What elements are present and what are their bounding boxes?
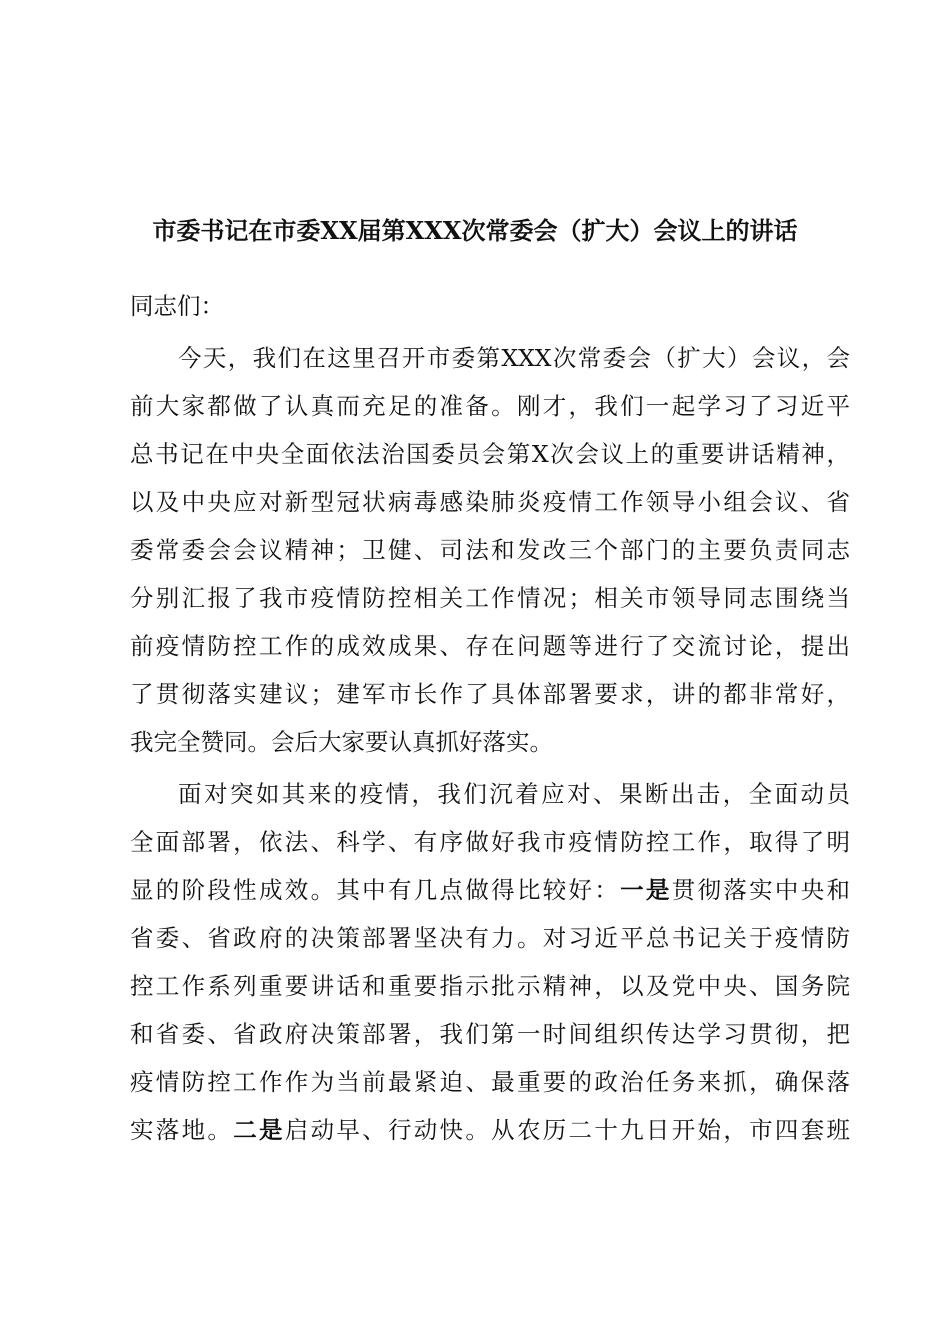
paragraph-line: 今天，我们在这里召开市委第XXX次常委会（扩大）会议，会 bbox=[178, 344, 850, 372]
paragraph-line: 总书记在中央全面依法治国委员会第X次会议上的重要讲话精神， bbox=[130, 440, 850, 468]
line-text: 贯彻落实中央和 bbox=[671, 876, 851, 904]
line-text: 实落地。 bbox=[130, 1116, 234, 1144]
paragraph-line: 我完全赞同。会后大家要认真抓好落实。 bbox=[130, 728, 553, 756]
paragraph-line: 前大家都做了认真而充足的准备。刚才，我们一起学习了习近平 bbox=[130, 392, 850, 420]
document-title: 市委书记在市委XX届第XXX次常委会（扩大）会议上的讲话 bbox=[152, 216, 798, 245]
paragraph-1 bbox=[130, 334, 850, 766]
salutation-paragraph bbox=[130, 282, 850, 330]
paragraph-line: 疫情防控工作作为当前最紧迫、最重要的政治任务来抓，确保落 bbox=[130, 1068, 850, 1096]
paragraph-line: 面对突如其来的疫情，我们沉着应对、果断出击，全面动员 bbox=[178, 780, 850, 808]
document-body bbox=[130, 282, 850, 1158]
paragraph-line: 以及中央应对新型冠状病毒感染肺炎疫情工作领导小组会议、省 bbox=[130, 488, 850, 516]
paragraph-line: 委常委会会议精神；卫健、司法和发改三个部门的主要负责同志 bbox=[130, 536, 850, 564]
paragraph-line: 分别汇报了我市疫情防控相关工作情况；相关市领导同志围绕当 bbox=[130, 584, 850, 612]
paragraph-line: 了贯彻落实建议；建军市长作了具体部署要求，讲的都非常好， bbox=[130, 680, 850, 708]
emphasis-second: 二是 bbox=[233, 1116, 285, 1144]
emphasis-first: 一是 bbox=[620, 876, 672, 904]
paragraph-line-with-emphasis bbox=[130, 1106, 850, 1154]
paragraph-2 bbox=[130, 770, 850, 1154]
line-text: 显的阶段性成效。其中有几点做得比较好： bbox=[130, 876, 621, 904]
line-text: 启动早、行动快。从农历二十九日开始，市四套班 bbox=[284, 1116, 851, 1144]
paragraph-line: 前疫情防控工作的成效成果、存在问题等进行了交流讨论，提出 bbox=[130, 632, 850, 660]
paragraph-line: 省委、省政府的决策部署坚决有力。对习近平总书记关于疫情防 bbox=[130, 924, 850, 952]
paragraph-line-with-emphasis bbox=[130, 866, 850, 914]
salutation: 同志们： bbox=[130, 292, 224, 320]
paragraph-line: 控工作系列重要讲话和重要指示批示精神，以及党中央、国务院 bbox=[130, 972, 850, 1000]
paragraph-line: 和省委、省政府决策部署，我们第一时间组织传达学习贯彻，把 bbox=[130, 1020, 850, 1048]
paragraph-line: 全面部署，依法、科学、有序做好我市疫情防控工作，取得了明 bbox=[130, 828, 850, 856]
